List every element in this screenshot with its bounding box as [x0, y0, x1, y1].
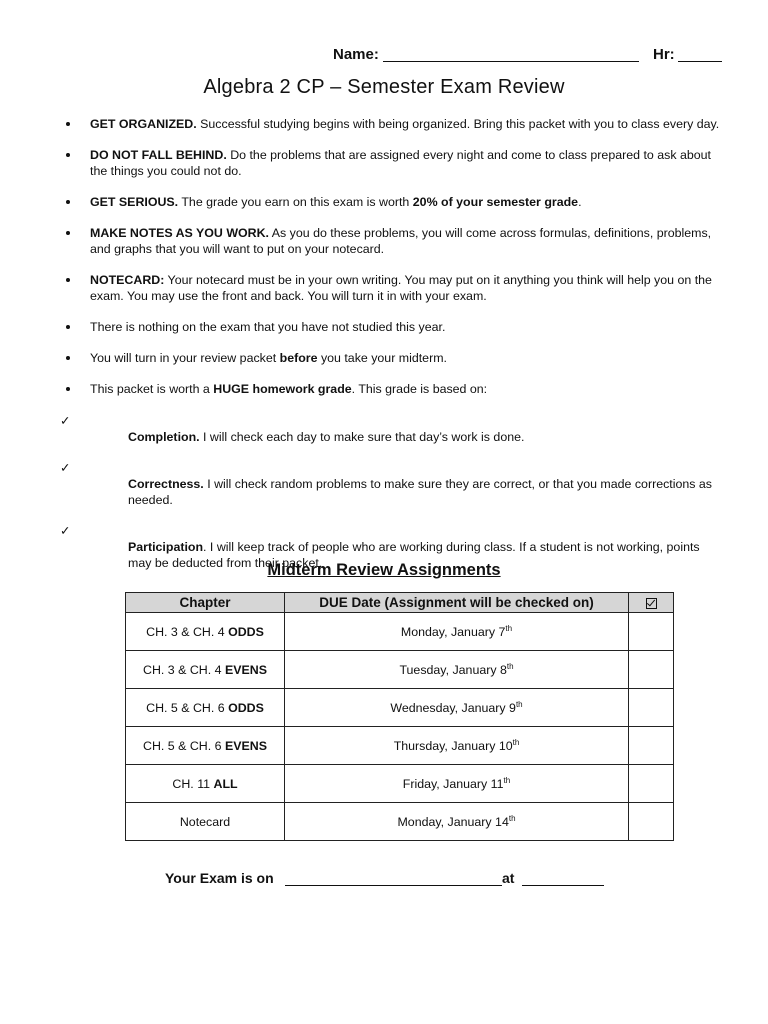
- table-row: [126, 765, 674, 803]
- due-date-cell: [285, 803, 629, 841]
- column-header-check: [629, 593, 674, 613]
- checkmark-icon: ✓: [60, 461, 71, 475]
- bullet-dot-icon: [66, 387, 70, 391]
- check-text: I will check each day to make sure that day’s work is done.: [199, 430, 525, 444]
- exam-info-line: [0, 870, 768, 892]
- bullet-bold: DO NOT FALL BEHIND.: [90, 148, 227, 162]
- bullet-dot-icon: [66, 200, 70, 204]
- due-date-cell: [285, 689, 629, 727]
- table-header-row: [126, 593, 674, 613]
- date-suffix: th: [506, 661, 514, 671]
- check-bold: Participation: [128, 540, 204, 554]
- name-label: Name:: [333, 46, 379, 63]
- bullet-text-tail: .: [578, 195, 582, 209]
- column-header-chapter: Chapter: [126, 593, 285, 613]
- page-title: Algebra 2 CP – Semester Exam Review: [203, 76, 565, 98]
- instruction-list: [60, 116, 720, 586]
- bullet-bold: GET ORGANIZED.: [90, 117, 197, 131]
- date-suffix: th: [503, 775, 511, 785]
- chapter-text: CH. 11: [172, 776, 214, 791]
- chapter-bold: ODDS: [228, 700, 264, 715]
- table-row: [126, 689, 674, 727]
- due-date-text: Thursday, January 10: [393, 738, 513, 753]
- chapter-cell: [126, 613, 285, 651]
- table-row: [126, 803, 674, 841]
- chapter-cell: [126, 689, 285, 727]
- hour-blank-field[interactable]: [678, 61, 722, 62]
- due-date-text: Tuesday, January 8: [399, 662, 507, 677]
- student-header: [0, 46, 768, 68]
- bullet-dot-icon: [66, 231, 70, 235]
- chapter-cell: [126, 651, 285, 689]
- bullet-bold-inline: before: [279, 351, 318, 365]
- bullet-text: Your notecard must be in your own writing. You may put on it anything you think will help you on the exam. You may use the front and back. You will turn it in with your exam.: [90, 273, 712, 303]
- exam-time-blank-field[interactable]: [522, 885, 604, 886]
- check-text: I will check random problems to make sure they are correct, or that you made corrections as needed.: [128, 477, 712, 507]
- bullet-item: [60, 272, 720, 304]
- chapter-cell: [126, 765, 285, 803]
- bullet-text-tail: you take your midterm.: [317, 351, 447, 365]
- bullet-text-tail: . This grade is based on:: [351, 382, 488, 396]
- checkmark-icon: ✓: [60, 524, 71, 538]
- check-bold: Correctness.: [128, 477, 204, 491]
- bullet-bold: GET SERIOUS.: [90, 195, 179, 209]
- chapter-text: Notecard: [179, 814, 231, 829]
- check-cell[interactable]: [629, 727, 674, 765]
- bullet-item: [60, 225, 720, 257]
- bullet-text: Successful studying begins with being organized. Bring this packet with you to class every day.: [196, 117, 720, 131]
- date-suffix: th: [505, 623, 513, 633]
- due-date-cell: [285, 613, 629, 651]
- bullet-text: As you do these problems, you will come across formulas, definitions, problems, and graphs that you will want to put on your notecard.: [90, 226, 712, 256]
- assignment-table: [125, 592, 674, 841]
- check-bold: Completion.: [128, 430, 200, 444]
- due-date-cell: [285, 727, 629, 765]
- chapter-text: CH. 3 & CH. 4: [146, 624, 229, 639]
- bullet-dot-icon: [66, 356, 70, 360]
- check-item: [60, 460, 720, 508]
- bullet-dot-icon: [66, 153, 70, 157]
- check-item: [60, 413, 720, 445]
- bullet-text: There is nothing on the exam that you have not studied this year.: [90, 320, 446, 334]
- chapter-text: CH. 5 & CH. 6: [146, 700, 229, 715]
- checkmark-icon: ✓: [60, 414, 71, 428]
- checked-box-icon: [646, 598, 657, 609]
- check-text: . I will keep track of people who are working during class. If a student is not working, points may be deducted from their packet.: [128, 540, 700, 570]
- check-cell[interactable]: [629, 803, 674, 841]
- date-suffix: th: [515, 699, 523, 709]
- due-date-text: Monday, January 14: [397, 814, 509, 829]
- chapter-cell: [126, 803, 285, 841]
- due-date-cell: [285, 651, 629, 689]
- due-date-cell: [285, 765, 629, 803]
- section-title: Midterm Review Assignments: [267, 561, 501, 579]
- due-date-text: Friday, January 11: [402, 776, 504, 791]
- bullet-item: [60, 116, 720, 132]
- hour-label: Hr:: [653, 46, 675, 63]
- date-suffix: th: [512, 737, 520, 747]
- chapter-text: CH. 5 & CH. 6: [143, 738, 225, 753]
- bullet-dot-icon: [66, 278, 70, 282]
- bullet-item: [60, 381, 720, 397]
- bullet-text: This packet is worth a: [90, 382, 214, 396]
- exam-date-blank-field[interactable]: [285, 885, 502, 886]
- due-date-text: Wednesday, January 9: [390, 700, 516, 715]
- bullet-dot-icon: [66, 325, 70, 329]
- exam-time-label: at: [502, 870, 515, 886]
- bullet-text: Do the problems that are assigned every night and come to class prepared to ask about the things you could not do.: [90, 148, 711, 178]
- column-header-due-date: DUE Date (Assignment will be checked on): [285, 593, 629, 613]
- chapter-bold: EVENS: [224, 738, 267, 753]
- chapter-cell: [126, 727, 285, 765]
- bullet-bold-inline: 20% of your semester grade: [412, 195, 579, 209]
- table-row: [126, 613, 674, 651]
- bullet-item: [60, 147, 720, 179]
- bullet-bold: MAKE NOTES AS YOU WORK.: [90, 226, 269, 240]
- exam-date-label: Your Exam is on: [165, 870, 274, 886]
- bullet-item: [60, 350, 720, 366]
- chapter-bold: ODDS: [228, 624, 264, 639]
- bullet-item: [60, 194, 720, 210]
- chapter-text: CH. 3 & CH. 4: [143, 662, 225, 677]
- bullet-text: The grade you earn on this exam is worth: [178, 195, 413, 209]
- check-cell[interactable]: [629, 765, 674, 803]
- check-cell[interactable]: [629, 689, 674, 727]
- check-cell[interactable]: [629, 651, 674, 689]
- chapter-bold: ALL: [213, 776, 238, 791]
- name-blank-field[interactable]: [383, 61, 639, 62]
- table-row: [126, 651, 674, 689]
- due-date-text: Monday, January 7: [400, 624, 506, 639]
- bullet-item: [60, 319, 720, 335]
- bullet-bold: NOTECARD:: [90, 273, 165, 287]
- date-suffix: th: [508, 813, 516, 823]
- table-row: [126, 727, 674, 765]
- chapter-bold: EVENS: [224, 662, 267, 677]
- bullet-bold-inline: HUGE homework grade: [213, 382, 352, 396]
- check-cell[interactable]: [629, 613, 674, 651]
- bullet-dot-icon: [66, 122, 70, 126]
- bullet-text: You will turn in your review packet: [90, 351, 280, 365]
